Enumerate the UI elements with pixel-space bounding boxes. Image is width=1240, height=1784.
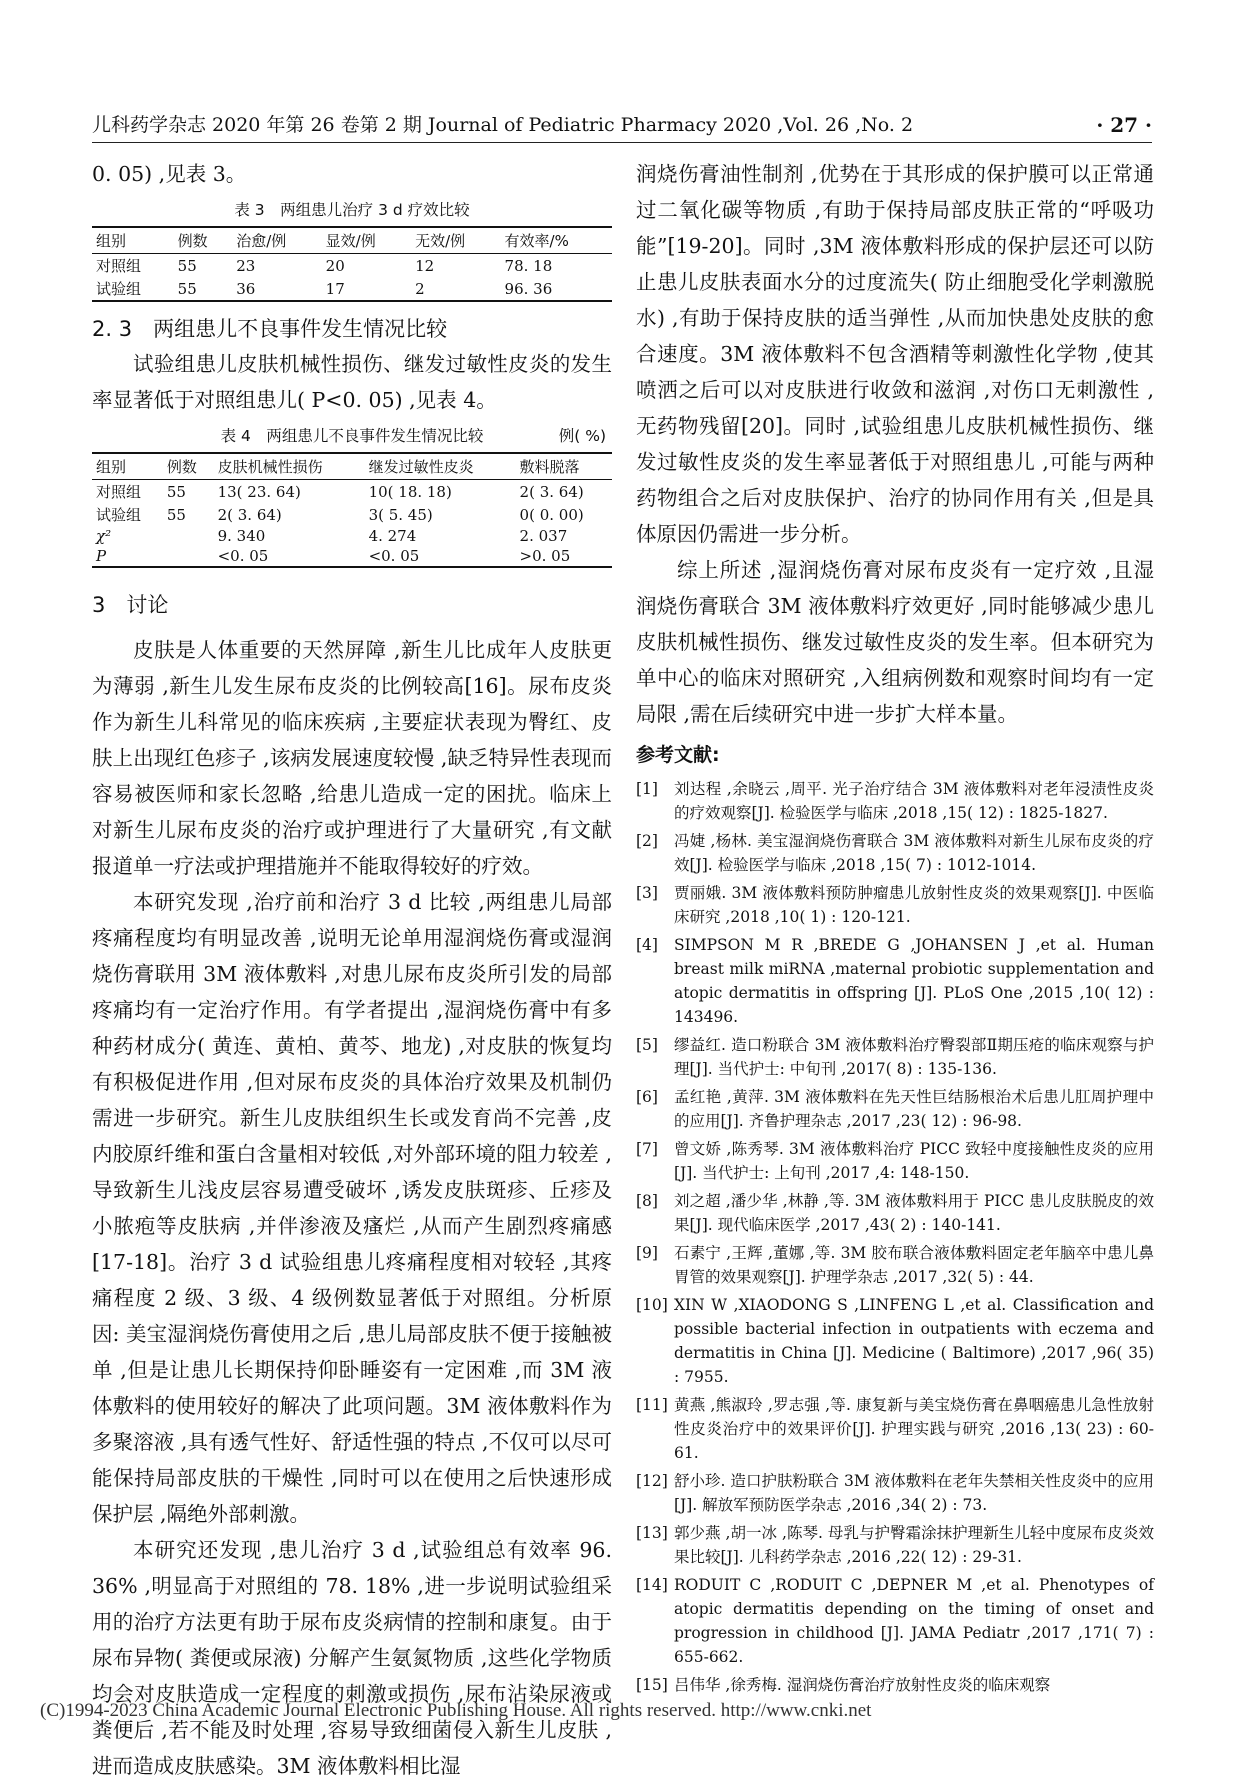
references-list bbox=[636, 777, 1154, 1697]
table3-cell: 55 bbox=[174, 277, 233, 301]
reference-number: [5] bbox=[636, 1036, 658, 1054]
table4-row bbox=[92, 503, 612, 526]
reference-text: 郭少燕 ,胡一冰 ,陈琴. 母乳与护臀霜涂抹护理新生儿轻中度尿布皮炎效果比较[J]. 儿科药学杂志 ,2016 ,22( 12) : 29-31. bbox=[674, 1524, 1154, 1566]
discussion-para-1: 皮肤是人体重要的天然屏障 ,新生儿比成年人皮肤更为薄弱 ,新生儿发生尿布皮炎的比例较高[16]。尿布皮炎作为新生儿科常见的临床疾病 ,主要症状表现为臀红、皮肤上出现红色疹子 ,该病发展速度较慢 ,缺乏特异性表现而容易被医师和家长忽略 ,给患儿造成一定的困扰。临床上对新生儿尿布皮炎的治疗或护理进行了大量研究 ,有文献报道单一疗法或护理措施并不能取得较好的疗效。 bbox=[92, 638, 612, 878]
reference-number: [3] bbox=[636, 884, 658, 902]
table4-cell bbox=[163, 526, 214, 546]
table4-cell: 10( 18. 18) bbox=[368, 482, 452, 501]
table3-cell: 对照组 bbox=[96, 257, 142, 275]
reference-text: 黄燕 ,熊淑玲 ,罗志强 ,等. 康复新与美宝烧伤膏在鼻咽癌患儿急性放射性皮炎治疗中的效果评价[J]. 护理实践与研究 ,2016 ,13( 23) : 60-61. bbox=[674, 1396, 1154, 1462]
table3-header-cell: 无效/例 bbox=[411, 227, 500, 254]
table4-header-cell: 组别 bbox=[92, 453, 163, 480]
table4-cell: 2. 037 bbox=[519, 527, 568, 545]
reference-number: [10] bbox=[636, 1296, 668, 1314]
reference-text: 刘达程 ,余晓云 ,周平. 光子治疗结合 3M 液体敷料对老年浸渍性皮炎的疗效观察[J]. 检验医学与临床 ,2018 ,15( 12) : 1825-1827. bbox=[674, 780, 1154, 822]
reference-text: RODUIT C ,RODUIT C ,DEPNER M ,et al. Phenotypes of atopic dermatitis depending on the timing of onset and progression in childhood [J]. JAMA Pediatr ,2017 ,171( 7) : 655-662. bbox=[674, 1576, 1154, 1666]
reference-text: 石素宁 ,王辉 ,董娜 ,等. 3M 胶布联合液体敷料固定老年脑卒中患儿鼻胃管的效果观察[J]. 护理学杂志 ,2017 ,32( 5) : 44. bbox=[674, 1244, 1154, 1286]
intro-text: 0. 05) ,见表 3。 bbox=[92, 162, 247, 186]
table4-cell bbox=[163, 546, 214, 567]
reference-number: [14] bbox=[636, 1576, 668, 1594]
table4-caption bbox=[92, 424, 612, 446]
reference-text: 孟红艳 ,黄萍. 3M 液体敷料在先天性巨结肠根治术后患儿肛周护理中的应用[J]. 齐鲁护理杂志 ,2017 ,23( 12) : 96-98. bbox=[674, 1088, 1154, 1130]
table4-row bbox=[92, 526, 612, 546]
table3-cell: 20 bbox=[325, 256, 345, 275]
table3-header-cell: 治愈/例 bbox=[232, 227, 321, 254]
table4-cell: 3( 5. 45) bbox=[368, 505, 433, 524]
reference-text: 刘之超 ,潘少华 ,林静 ,等. 3M 液体敷料用于 PICC 患儿皮肤脱皮的效果[J]. 现代临床医学 ,2017 ,43( 2) : 140-141. bbox=[674, 1192, 1154, 1234]
table4-cell: >0. 05 bbox=[516, 546, 612, 567]
table4-cell: 55 bbox=[166, 505, 186, 524]
reference-text: SIMPSON M R ,BREDE G ,JOHANSEN J ,et al. Human breast milk miRNA ,maternal probiotic supplementation and atopic dermatitis in offspring [J]. PLoS One ,2015 ,10( 12) : 143496. bbox=[674, 936, 1154, 1026]
reference-number: [8] bbox=[636, 1192, 658, 1210]
section-2-3-title: 2. 3 两组患儿不良事件发生情况比较 bbox=[92, 317, 448, 341]
reference-number: [13] bbox=[636, 1524, 668, 1542]
table4-cell: 2( 3. 64) bbox=[519, 482, 584, 501]
table4-cell: 9. 340 bbox=[217, 527, 266, 545]
journal-title: 儿科药学杂志 2020 年第 26 卷第 2 期 Journal of Pediatric Pharmacy 2020 ,Vol. 26 ,No. 2 bbox=[92, 114, 914, 136]
reference-item bbox=[636, 881, 1154, 929]
copyright-footer: (C)1994-2023 China Academic Journal Electronic Publishing House. All rights reserved. http://www.cnki.net bbox=[40, 1700, 872, 1721]
discussion-para-3: 本研究还发现 ,患儿治疗 3 d ,试验组总有效率 96. 36% ,明显高于对照组的 78. 18% ,进一步说明试验组采用的治疗方法更有助于尿布皮炎病情的控制和康复。由于尿布异物( 粪便或尿液) 分解产生氨氮物质 ,这些化学物质均会对皮肤造成一定程度的刺激或损伤 ,尿布沾染尿液或粪便后 ,若不能及时处理 ,容易导致细菌侵入新生儿皮肤 ,进而造成皮肤感染。3M 液体敷料相比湿 bbox=[92, 1538, 612, 1778]
table4-cell: <0. 05 bbox=[214, 546, 365, 567]
reference-item bbox=[636, 1137, 1154, 1185]
reference-text: 舒小珍. 造口护肤粉联合 3M 液体敷料在老年失禁相关性皮炎中的应用[J]. 解放军预防医学杂志 ,2016 ,34( 2) : 73. bbox=[674, 1472, 1154, 1514]
reference-item bbox=[636, 933, 1154, 1029]
table3-cell: 78. 18 bbox=[504, 256, 553, 275]
reference-text: 曾文娇 ,陈秀琴. 3M 液体敷料治疗 PICC 致轻中度接触性皮炎的应用[J]. 当代护士: 上旬刊 ,2017 ,4: 148-150. bbox=[674, 1140, 1154, 1182]
table3-header-cell: 例数 bbox=[174, 227, 233, 254]
reference-item bbox=[636, 1293, 1154, 1389]
reference-number: [15] bbox=[636, 1676, 668, 1694]
reference-item bbox=[636, 1033, 1154, 1081]
table4 bbox=[92, 452, 612, 568]
table3-cell: 2 bbox=[411, 277, 500, 301]
reference-number: [6] bbox=[636, 1088, 658, 1106]
reference-number: [9] bbox=[636, 1244, 658, 1262]
reference-number: [2] bbox=[636, 832, 658, 850]
table4-cell: 55 bbox=[166, 482, 186, 501]
reference-number: [1] bbox=[636, 780, 658, 798]
table4-header-cell: 例数 bbox=[163, 453, 214, 480]
table3-cell: 试验组 bbox=[92, 277, 174, 301]
table3-cell: 96. 36 bbox=[501, 277, 612, 301]
reference-text: 冯婕 ,杨林. 美宝湿润烧伤膏联合 3M 液体敷料对新生儿尿布皮炎的疗效[J]. 检验医学与临床 ,2018 ,15( 7) : 1012-1014. bbox=[674, 832, 1154, 874]
reference-item bbox=[636, 777, 1154, 825]
section-2-3-text: 试验组患儿皮肤机械性损伤、继发过敏性皮炎的发生率显著低于对照组患儿( P<0. 05) ,见表 4。 bbox=[92, 352, 612, 412]
reference-item bbox=[636, 1673, 1154, 1697]
table3-row bbox=[92, 254, 612, 278]
table4-cell: 13( 23. 64) bbox=[217, 482, 301, 501]
reference-item bbox=[636, 1085, 1154, 1133]
reference-number: [7] bbox=[636, 1140, 658, 1158]
page-number: · 27 · bbox=[1096, 113, 1152, 137]
table4-header-cell: 敷料脱落 bbox=[516, 453, 612, 480]
table4-cell: 0( 0. 00) bbox=[519, 505, 584, 524]
section-3-title: 3 讨论 bbox=[92, 593, 169, 617]
left-column bbox=[92, 156, 612, 1784]
reference-text: 缪益红. 造口粉联合 3M 液体敷料治疗臀裂部Ⅱ期压疮的临床观察与护理[J]. 当代护士: 中旬刊 ,2017( 8) : 135-136. bbox=[674, 1036, 1154, 1078]
table3-cell: 23 bbox=[236, 256, 256, 275]
reference-text: 贾丽娥. 3M 液体敷料预防肿瘤患儿放射性皮炎的效果观察[J]. 中医临床研究 ,2018 ,10( 1) : 120-121. bbox=[674, 884, 1154, 926]
conclusion-para: 综上所述 ,湿润烧伤膏对尿布皮炎有一定疗效 ,且湿润烧伤膏联合 3M 液体敷料疗效更好 ,同时能够减少患儿皮肤机械性损伤、继发过敏性皮炎的发生率。但本研究为单中心的临床对照研究 ,入组病例数和观察时间均有一定局限 ,需在后续研究中进一步扩大样本量。 bbox=[636, 558, 1154, 726]
table4-cell: <0. 05 bbox=[365, 546, 516, 567]
references-title: 参考文献: bbox=[636, 744, 720, 766]
reference-number: [4] bbox=[636, 936, 658, 954]
table3-cell: 17 bbox=[322, 277, 411, 301]
reference-item bbox=[636, 1189, 1154, 1237]
reference-item bbox=[636, 1469, 1154, 1517]
table3-caption: 表 3 两组患儿治疗 3 d 疗效比较 bbox=[234, 201, 470, 219]
reference-item bbox=[636, 1573, 1154, 1669]
reference-text: XIN W ,XIAODONG S ,LINFENG L ,et al. Classification and possible bacterial infection in outpatients with eczema and dermatitis in China [J]. Medicine ( Baltimore) ,2017 ,96( 35) : 7955. bbox=[674, 1296, 1154, 1386]
reference-number: [12] bbox=[636, 1472, 668, 1490]
table3 bbox=[92, 226, 612, 302]
table4-title: 表 4 两组患儿不良事件发生情况比较 bbox=[220, 427, 484, 445]
table4-row bbox=[92, 480, 612, 504]
table4-unit: 例( %) bbox=[558, 427, 606, 445]
table3-header-cell: 组别 bbox=[92, 227, 174, 254]
table4-header-cell: 皮肤机械性损伤 bbox=[214, 453, 365, 480]
reference-text: 吕伟华 ,徐秀梅. 湿润烧伤膏治疗放射性皮炎的临床观察 bbox=[674, 1676, 1051, 1694]
reference-item bbox=[636, 1393, 1154, 1465]
table4-cell: χ² bbox=[96, 527, 112, 545]
table3-header-cell: 显效/例 bbox=[322, 227, 411, 254]
right-column bbox=[636, 156, 1154, 1701]
table4-cell: 试验组 bbox=[96, 506, 142, 524]
reference-item bbox=[636, 829, 1154, 877]
table4-row bbox=[92, 546, 612, 567]
reference-item bbox=[636, 1521, 1154, 1569]
running-header bbox=[92, 112, 1152, 143]
table3-cell: 36 bbox=[232, 277, 321, 301]
table4-cell: 4. 274 bbox=[368, 527, 417, 545]
table3-row bbox=[92, 277, 612, 301]
table4-header-cell: 继发过敏性皮炎 bbox=[365, 453, 516, 480]
table3-header-cell: 有效率/% bbox=[501, 227, 612, 254]
table4-cell: P bbox=[92, 546, 163, 567]
table3-cell: 12 bbox=[415, 256, 435, 275]
table3-cell: 55 bbox=[177, 256, 197, 275]
reference-number: [11] bbox=[636, 1396, 668, 1414]
discussion-para-4: 润烧伤膏油性制剂 ,优势在于其形成的保护膜可以正常通过二氧化碳等物质 ,有助于保持局部皮肤正常的“呼吸功能”[19-20]。同时 ,3M 液体敷料形成的保护层还可以防止患儿皮肤表面水分的过度流失( 防止细胞受化学刺激脱水) ,有助于保持皮肤的适当弹性 ,从而加快患处皮肤的愈合速度。3M 液体敷料不包含酒精等刺激性化学物 ,使其喷洒之后可以对皮肤进行收敛和滋润 ,对伤口无刺激性 ,无药物残留[20]。同时 ,试验组患儿皮肤机械性损伤、继发过敏性皮炎的发生率显著低于对照组患儿 ,可能与两种药物组合之后对皮肤保护、治疗的协同作用有关 ,但是具体原因仍需进一步分析。 bbox=[636, 162, 1154, 546]
table4-cell: 对照组 bbox=[96, 483, 142, 501]
table4-cell: 2( 3. 64) bbox=[217, 505, 282, 524]
discussion-para-2: 本研究发现 ,治疗前和治疗 3 d 比较 ,两组患儿局部疼痛程度均有明显改善 ,说明无论单用湿润烧伤膏或湿润烧伤膏联用 3M 液体敷料 ,对患儿尿布皮炎所引发的局部疼痛均有一定治疗作用。有学者提出 ,湿润烧伤膏中有多种药材成分( 黄连、黄柏、黄芩、地龙) ,对皮肤的恢复均有积极促进作用 ,但对尿布皮炎的具体治疗效果及机制仍需进一步研究。新生儿皮肤组织生长或发育尚不完善 ,皮内胶原纤维和蛋白含量相对较低 ,对外部环境的阻力较差 ,导致新生儿浅皮层容易遭受破坏 ,诱发皮肤斑疹、丘疹及小脓疱等皮肤病 ,并伴渗液及瘙烂 ,从而产生剧烈疼痛感[17-18]。治疗 3 d 试验组患儿疼痛程度相对较轻 ,其疼痛程度 2 级、3 级、4 级例数显著低于对照组。分析原因: 美宝湿润烧伤膏使用之后 ,患儿局部皮肤不便于接触被单 ,但是让患儿长期保持仰卧睡姿有一定困难 ,而 3M 液体敷料的使用较好的解决了此项问题。3M 液体敷料作为多聚溶液 ,具有透气性好、舒适性强的特点 ,不仅可以尽可能保持局部皮肤的干燥性 ,同时可以在使用之后快速形成保护层 ,隔绝外部刺激。 bbox=[92, 890, 612, 1526]
reference-item bbox=[636, 1241, 1154, 1289]
